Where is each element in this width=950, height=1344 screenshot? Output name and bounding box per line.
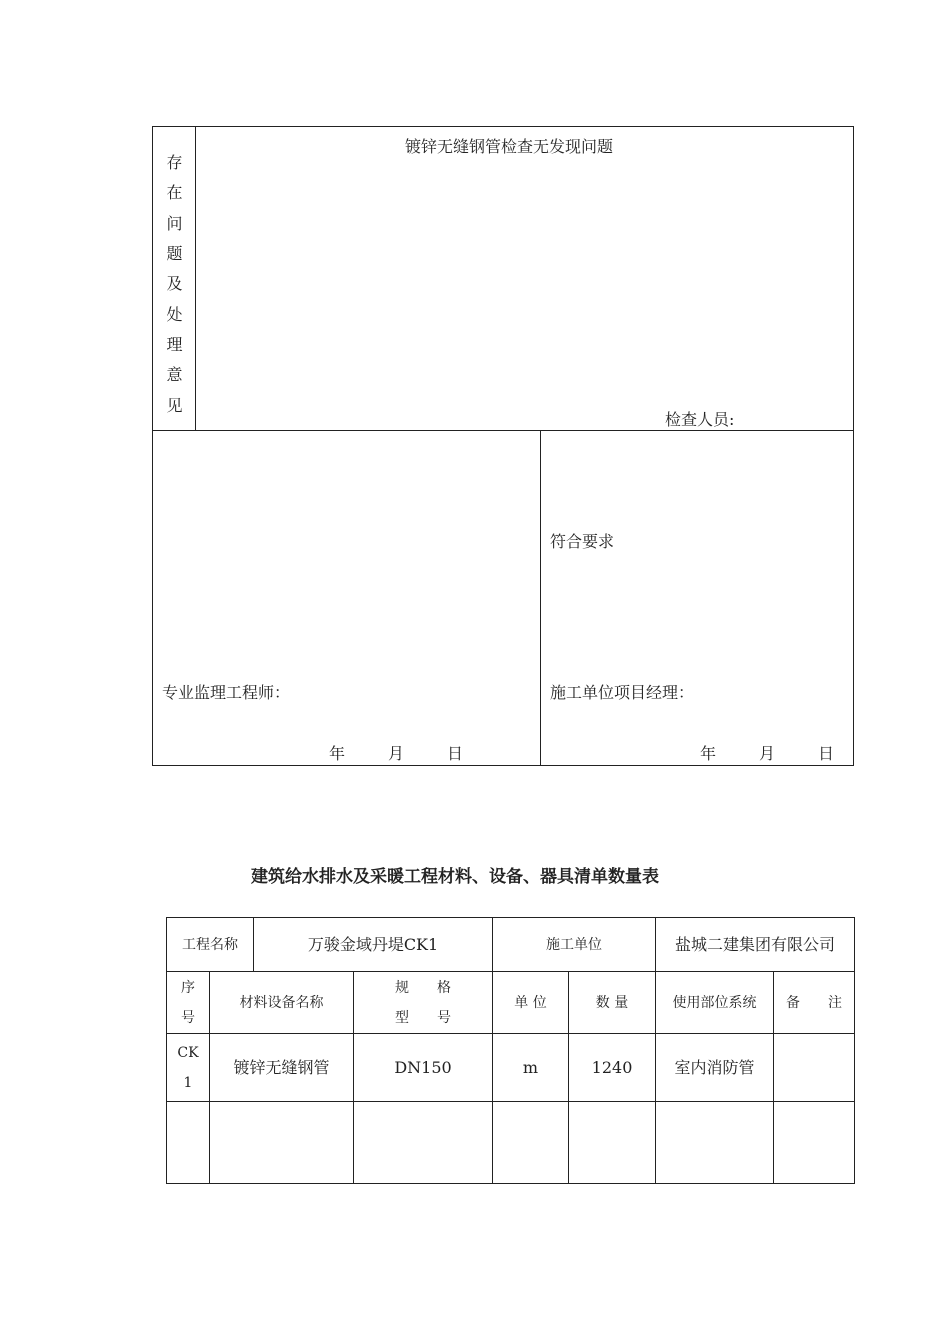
row-location: 室内消防管 <box>656 1034 774 1102</box>
signoff-divider <box>540 430 541 766</box>
row-seq <box>167 1034 210 1102</box>
header-seq-line1: 序 <box>181 979 195 996</box>
project-name-label: 工程名称 <box>167 918 254 972</box>
header-unit: 单 位 <box>493 972 569 1034</box>
row-unit <box>493 1102 569 1184</box>
header-seq-line2: 号 <box>181 1009 195 1026</box>
issue-text: 镀锌无缝钢管检查无发现问题 <box>405 137 614 156</box>
row-name: 镀锌无缝钢管 <box>210 1034 354 1102</box>
supervisor-label: 专业监理工程师： <box>162 683 291 702</box>
project-name: 万骏金域丹堤CK1 <box>254 918 493 972</box>
project-row <box>167 918 855 972</box>
inspection-form <box>152 126 854 766</box>
table-row <box>167 1034 855 1102</box>
row-qty <box>569 1102 656 1184</box>
contractor-label: 施工单位 <box>493 918 656 972</box>
header-qty: 数 量 <box>569 972 656 1034</box>
supervisor-date-month: 月 <box>388 744 405 763</box>
form-divider <box>152 430 854 431</box>
contractor-name: 盐城二建集团有限公司 <box>656 918 855 972</box>
manager-date-year: 年 <box>700 744 717 763</box>
header-spec-line2: 型 号 <box>395 1009 451 1026</box>
row-seq-line1: CK <box>177 1044 199 1061</box>
row-name <box>210 1102 354 1184</box>
side-label-char: 题 <box>166 244 183 263</box>
side-label-char: 处 <box>166 305 183 324</box>
side-label-char: 问 <box>166 214 183 233</box>
side-label-char: 存 <box>166 153 183 172</box>
supervisor-date-year: 年 <box>329 744 346 763</box>
inspector-label: 检查人员: <box>665 410 735 429</box>
issues-side-label <box>153 127 196 431</box>
manager-label: 施工单位项目经理： <box>550 683 695 702</box>
manager-date-day: 日 <box>818 744 835 763</box>
row-remark <box>774 1034 855 1102</box>
row-remark <box>774 1102 855 1184</box>
supervisor-date-day: 日 <box>447 744 464 763</box>
side-label-char: 及 <box>166 274 183 293</box>
row-location <box>656 1102 774 1184</box>
header-remark: 备 注 <box>774 972 855 1034</box>
header-spec-line1: 规 格 <box>395 979 451 996</box>
header-seq <box>167 972 210 1034</box>
materials-table <box>166 917 855 1184</box>
side-label-char: 意 <box>166 365 183 384</box>
table-row <box>167 1102 855 1184</box>
row-spec: DN150 <box>354 1034 493 1102</box>
row-qty: 1240 <box>569 1034 656 1102</box>
row-unit: m <box>493 1034 569 1102</box>
manager-date-month: 月 <box>759 744 776 763</box>
side-label-char: 在 <box>166 183 183 202</box>
header-row <box>167 972 855 1034</box>
row-spec <box>354 1102 493 1184</box>
header-spec <box>354 972 493 1034</box>
header-name: 材料设备名称 <box>210 972 354 1034</box>
compliance-status: 符合要求 <box>550 532 615 551</box>
side-label-char: 理 <box>166 335 183 354</box>
side-label-char: 见 <box>166 396 183 415</box>
row-seq <box>167 1102 210 1184</box>
row-seq-line2: 1 <box>183 1074 193 1091</box>
materials-title: 建筑给水排水及采暖工程材料、设备、器具清单数量表 <box>251 867 659 887</box>
header-location: 使用部位系统 <box>656 972 774 1034</box>
